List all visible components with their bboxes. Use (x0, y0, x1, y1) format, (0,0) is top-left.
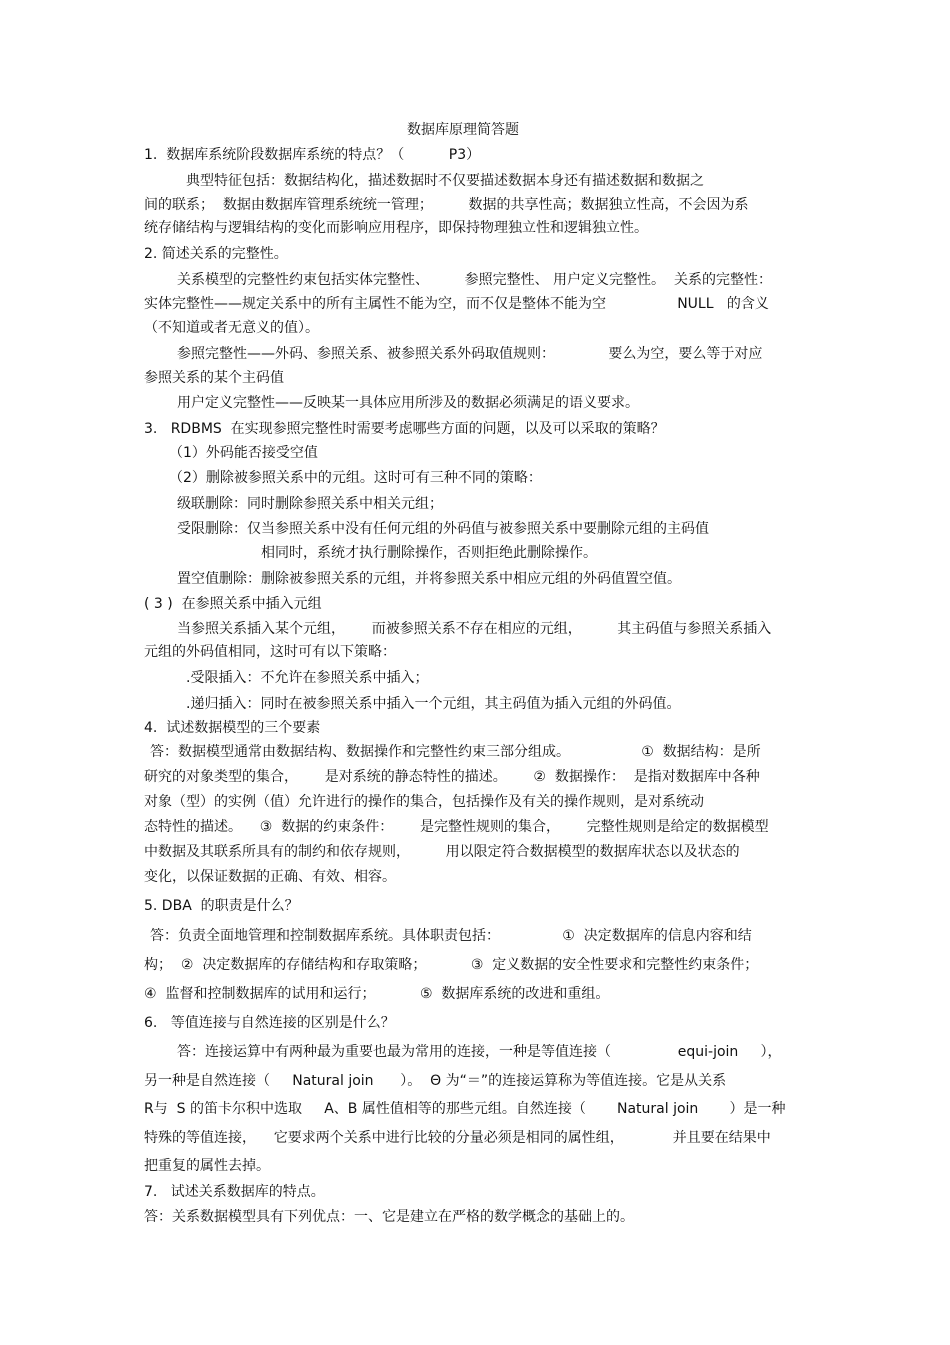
answer-line: 典型特征包括：数据结构化，描述数据时不仅要描述数据本身还有描述数据和数据之 (186, 173, 704, 189)
question-6: 6. 等值连接与自然连接的区别是什么？ (144, 1015, 395, 1031)
answer-line: 当参照关系插入某个元组， 而被参照关系不存在相应的元组， 其主码值与参照关系插入 (177, 621, 772, 637)
answer-line: R与 S 的笛卡尔积中选取 A、B 属性值相等的那些元组。自然连接（ Natural join ）是一种 (144, 1101, 786, 1117)
answer-line: 实体完整性——规定关系中的所有主属性不能为空，而不仅是整体不能为空 NULL 的含义 (144, 296, 769, 312)
answer-line: 参照完整性——外码、参照关系、被参照关系外码取值规则： 要么为空，要么等于对应 (177, 346, 763, 362)
answer-line: 答：负责全面地管理和控制数据库系统。具体职责包括： ① 决定数据库的信息内容和结 (150, 928, 752, 944)
answer-line: 相同时，系统才执行删除操作，否则拒绝此删除操作。 (261, 545, 597, 561)
answer-line: 元组的外码值相同，这时可有以下策略： (144, 644, 396, 660)
answer-line: 统存储结构与逻辑结构的变化而影响应用程序，即保持物理独立性和逻辑独立性。 (144, 220, 648, 236)
answer-line: （1）外码能否接受空值 (169, 445, 318, 461)
answer-line: 变化，以保证数据的正确、有效、相容。 (144, 869, 396, 885)
answer-line: 置空值删除：删除被参照关系的元组，并将参照关系中相应元组的外码值置空值。 (177, 571, 681, 587)
answer-line: ( 3 ) 在参照关系中插入元组 (144, 596, 322, 612)
question-1: 1. 数据库系统阶段数据库系统的特点？（ P3） (144, 147, 481, 163)
question-7: 7. 试述关系数据库的特点。 (144, 1184, 325, 1200)
answer-line: 受限删除：仅当参照关系中没有任何元组的外码值与被参照关系中要删除元组的主码值 (177, 521, 709, 537)
document-title: 数据库原理简答题 (407, 122, 519, 138)
answer-line: 特殊的等值连接， 它要求两个关系中进行比较的分量必须是相同的属性组， 并且要在结果中 (144, 1130, 771, 1146)
answer-line: （2）删除被参照关系中的元组。这时可有三种不同的策略： (169, 470, 542, 486)
answer-line: 用户定义完整性——反映某一具体应用所涉及的数据必须满足的语义要求。 (177, 395, 639, 411)
answer-line: 构； ② 决定数据库的存储结构和存取策略； ③ 定义数据的安全性要求和完整性约束条件； (144, 957, 759, 973)
answer-line: 中数据及其联系所具有的制约和依存规则， 用以限定符合数据模型的数据库状态以及状态的 (144, 844, 740, 860)
answer-line: .受限插入：不允许在参照关系中插入； (186, 670, 429, 686)
answer-line: 级联删除：同时删除参照关系中相关元组； (177, 496, 443, 512)
answer-line: .递归插入：同时在被参照关系中插入一个元组，其主码值为插入元组的外码值。 (186, 696, 681, 712)
question-3: 3. RDBMS 在实现参照完整性时需要考虑哪些方面的问题，以及可以采取的策略？ (144, 421, 665, 437)
question-4: 4. 试述数据模型的三个要素 (144, 720, 321, 736)
answer-line: 态特性的描述。 ③ 数据的约束条件： 是完整性规则的集合， 完整性规则是给定的数据模型 (144, 819, 769, 835)
answer-line: 间的联系； 数据由数据库管理系统统一管理； 数据的共享性高；数据独立性高，不会因为系 (144, 197, 749, 213)
answer-line: 答：连接运算中有两种最为重要也最为常用的连接，一种是等值连接（ equi-join ）， (177, 1044, 782, 1060)
answer-line: 参照关系的某个主码值 (144, 370, 284, 386)
answer-line: 研究的对象类型的集合， 是对系统的静态特性的描述。 ② 数据操作： 是指对数据库中各种 (144, 769, 760, 785)
answer-line: 对象（型）的实例（值）允许进行的操作的集合，包括操作及有关的操作规则，是对系统动 (144, 794, 704, 810)
answer-line: 把重复的属性去掉。 (144, 1158, 270, 1174)
question-2: 2. 简述关系的完整性。 (144, 246, 288, 262)
question-5: 5. DBA 的职责是什么？ (144, 898, 299, 914)
answer-line: 答：数据模型通常由数据结构、数据操作和完整性约束三部分组成。 ① 数据结构：是所 (150, 744, 761, 760)
answer-line: ④ 监督和控制数据库的试用和运行； ⑤ 数据库系统的改进和重组。 (144, 986, 610, 1002)
answer-line: 答：关系数据模型具有下列优点：一、它是建立在严格的数学概念的基础上的。 (144, 1209, 634, 1225)
answer-line: 关系模型的完整性约束包括实体完整性、 参照完整性、 用户定义完整性。 关系的完整性： (177, 272, 772, 288)
answer-line: 另一种是自然连接（ Natural join ）。 Θ 为“＝”的连接运算称为等值连接。它是从关系 (144, 1073, 727, 1089)
answer-line: （不知道或者无意义的值）。 (144, 320, 319, 336)
